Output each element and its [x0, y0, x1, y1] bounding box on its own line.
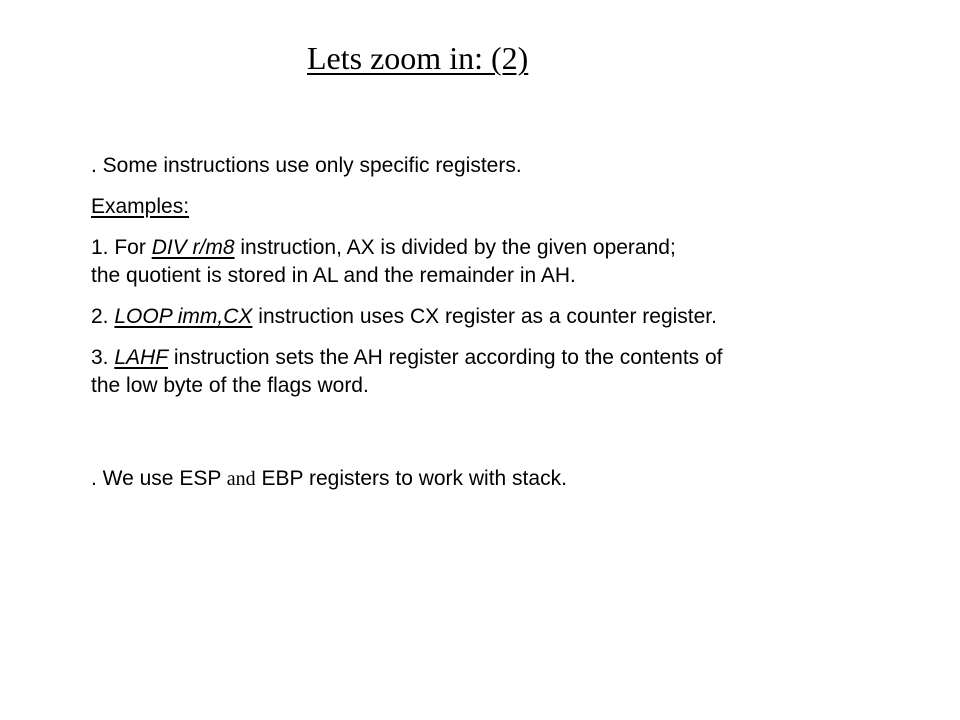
example-1-line-1	[91, 234, 921, 262]
stack-note-part-1: . We use ESP	[91, 467, 227, 490]
stack-note-and: and	[226, 468, 256, 490]
example-3	[91, 344, 921, 400]
example-1-prefix: 1. For	[91, 236, 152, 259]
example-2-prefix: 2.	[91, 305, 115, 328]
example-2-rest: instruction uses CX register as a counter register.	[252, 305, 717, 328]
stack-note-part-2: EBP registers to work with stack.	[255, 467, 567, 490]
example-1	[91, 234, 921, 290]
example-1-rest: instruction, AX is divided by the given operand;	[234, 236, 676, 259]
example-1-code: DIV r/m8	[151, 236, 235, 259]
example-3-line-1	[91, 344, 921, 372]
example-3-code: LAHF	[114, 346, 169, 369]
examples-label-text: Examples:	[91, 195, 190, 218]
example-3-line-2: the low byte of the flags word.	[91, 374, 369, 397]
example-3-rest: instruction sets the AH register according to the contents of	[168, 346, 723, 369]
slide-title: Lets zoom in: (2)	[307, 40, 529, 76]
slide-body	[91, 152, 921, 493]
intro-text: . Some instructions use only specific registers.	[91, 154, 522, 177]
example-2-code: LOOP imm,CX	[114, 305, 253, 328]
examples-label	[91, 193, 921, 221]
example-3-prefix: 3.	[91, 346, 115, 369]
stack-note	[91, 465, 921, 493]
example-2	[91, 303, 921, 331]
example-1-line-2: the quotient is stored in AL and the remainder in AH.	[91, 264, 576, 287]
